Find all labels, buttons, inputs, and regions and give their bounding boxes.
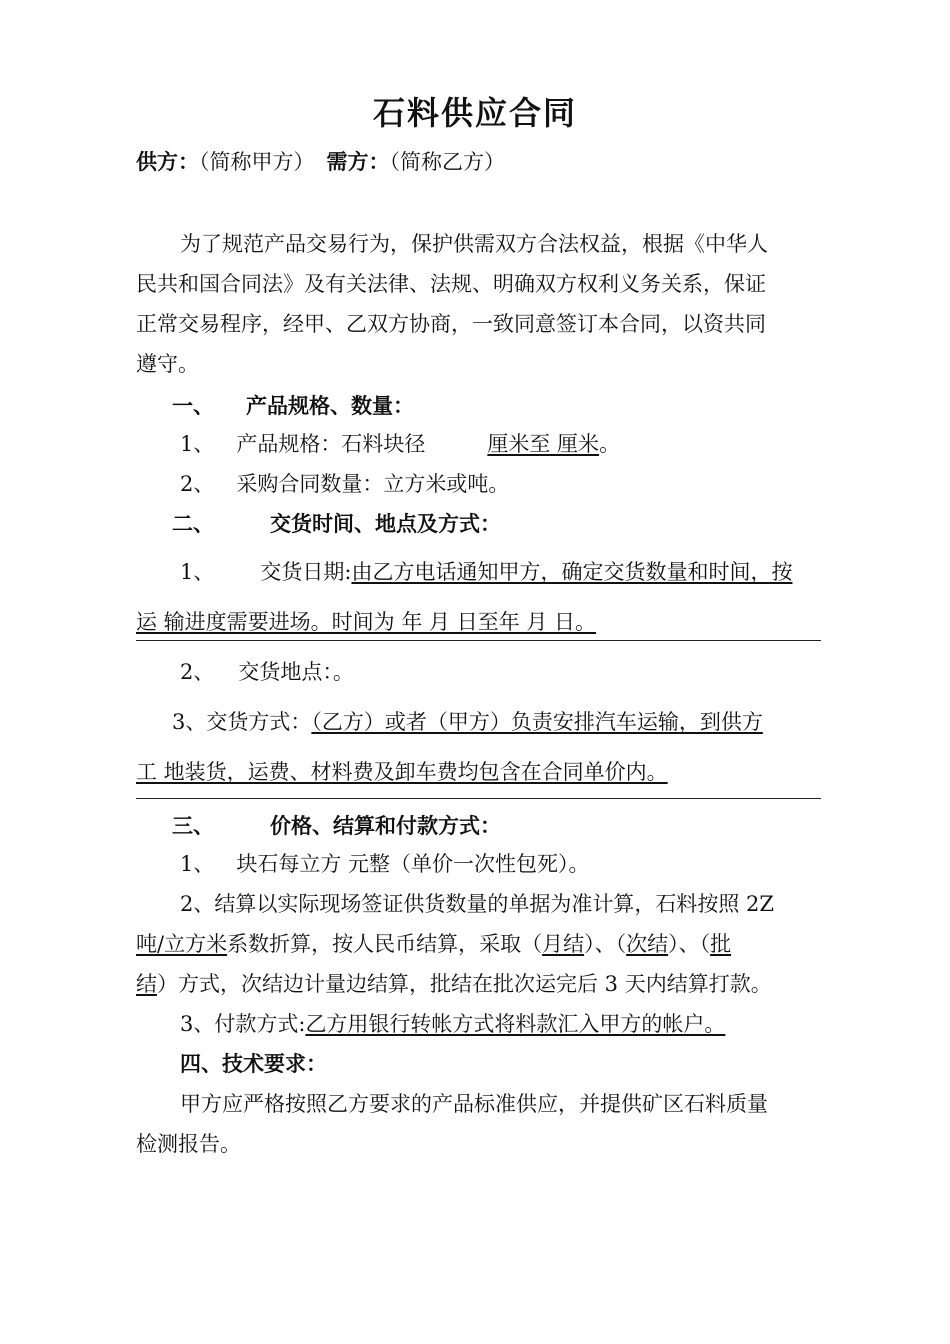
item-number: 1、 — [180, 852, 215, 876]
buyer-label: 需方： — [326, 150, 390, 174]
item-number: 2、 — [180, 472, 215, 496]
item-value: 乙方用银行转帐方式将料款汇入甲方的帐户。 — [305, 1012, 726, 1036]
item-text: 交货地点：。 — [238, 660, 354, 684]
supplier-value: （简称甲方） — [199, 150, 315, 174]
parties-line — [136, 152, 826, 173]
section-4-heading: 四、技术要求： — [180, 1052, 327, 1076]
section-3-item-1 — [180, 854, 870, 875]
section-2-item-3 — [172, 712, 862, 733]
buyer-value: （简称乙方） — [389, 150, 505, 174]
item-end: 。 — [599, 432, 621, 456]
per-batch-option-cont: 结 — [136, 972, 157, 996]
section-3-item-3 — [180, 1014, 870, 1035]
text-span: 系数折算，按人民币结算，采取（ — [227, 932, 543, 956]
section-2-number: 二、 — [172, 512, 214, 536]
section-3-heading — [172, 816, 862, 837]
section-3-number: 三、 — [172, 814, 214, 838]
monthly-option: 月结 — [542, 932, 585, 956]
section-3-item-2-line-2 — [136, 934, 826, 955]
preamble-line-4: 遵守。 — [136, 352, 199, 376]
section-1-title: 产品规格、数量： — [246, 394, 414, 418]
per-trip-option: 次结 — [626, 932, 669, 956]
section-1-item-2 — [180, 474, 870, 495]
item-label: 3、付款方式: — [180, 1012, 306, 1036]
preamble-line-1: 为了规范产品交易行为，保护供需双方合法权益，根据《中华人 — [180, 232, 768, 256]
item-text: 采购合同数量：立方米或吨。 — [236, 472, 510, 496]
section-3-item-2-line-1: 2、结算以实际现场签证供货数量的单据为准计算，石料按照 2Z — [180, 892, 774, 916]
item-text: 块石每立方 元整（单价一次性包死）。 — [236, 852, 590, 876]
section-4-line-2: 检测报告。 — [136, 1132, 241, 1156]
section-2-title: 交货时间、地点及方式： — [270, 512, 501, 536]
supplier-label: 供方： — [136, 150, 199, 174]
section-3-item-2-line-3 — [136, 974, 826, 995]
item-number: 1、 — [180, 560, 215, 584]
item-value: （乙方）或者（甲方）负责安排汽车运输，到供方 — [311, 710, 763, 734]
unit-text: 吨/立方米 — [136, 932, 228, 956]
item-value: 由乙方电话通知甲方，确定交货数量和时间，按 — [351, 560, 793, 584]
section-3-title: 价格、结算和付款方式： — [270, 814, 501, 838]
text-span: ）方式，次结边计量边结算，批结在批次运完后 3 天内结算打款。 — [157, 972, 772, 996]
item-value: 厘米至 厘米 — [487, 432, 600, 456]
item-label: 3、交货方式： — [172, 710, 312, 734]
section-2-item-1 — [180, 562, 870, 583]
item-number: 1、 — [180, 432, 215, 456]
section-1-item-1 — [180, 434, 870, 455]
section-1-number: 一、 — [172, 394, 214, 418]
section-4-line-1: 甲方应严格按照乙方要求的产品标准供应，并提供矿区石料质量 — [180, 1092, 768, 1116]
divider — [136, 798, 821, 799]
preamble-line-3: 正常交易程序，经甲、乙双方协商，一致同意签订本合同，以资共同 — [136, 312, 766, 336]
text-span: ）、（ — [668, 932, 711, 956]
item-label: 产品规格：石料块径 — [236, 432, 426, 456]
section-2-heading — [172, 514, 862, 535]
section-1-heading — [172, 396, 862, 417]
section-2-item-2 — [180, 662, 870, 683]
section-2-item-1-cont: 运 输进度需要进场。时间为 年 月 日至年 月 日。 — [136, 610, 597, 634]
item-label: 交货日期: — [260, 560, 352, 584]
divider — [136, 640, 821, 641]
per-batch-option: 批 — [710, 932, 732, 956]
document-title: 石料供应合同 — [372, 94, 577, 132]
item-number: 2、 — [180, 660, 215, 684]
section-2-item-3-cont: 工 地装货，运费、材料费及卸车费均包含在合同单价内。 — [136, 760, 668, 784]
text-span: ）、（ — [584, 932, 627, 956]
preamble-line-2: 民共和国合同法》及有关法律、法规、明确双方权利义务关系，保证 — [136, 272, 766, 296]
